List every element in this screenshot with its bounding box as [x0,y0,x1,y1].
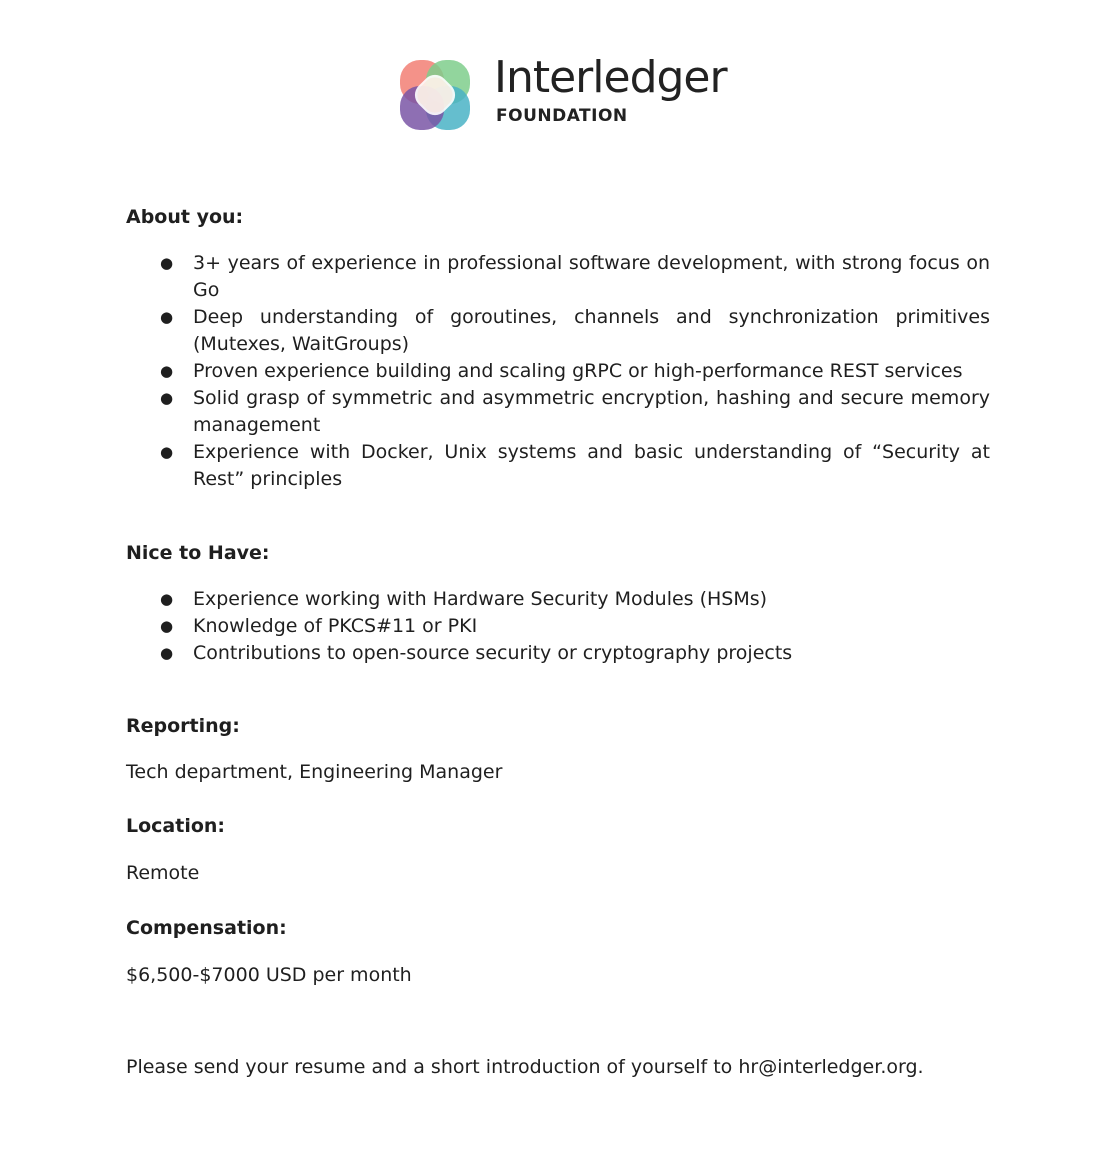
list-item-text: Contributions to open-source security or cryptography projects [193,642,793,664]
compensation-value: $6,500-$7000 USD per month [126,964,412,986]
list-item-text: Experience with Docker, Unix systems and basic understanding of “Security at Rest” principles [193,441,990,490]
bullet-icon: ● [160,443,174,461]
compensation-heading: Compensation: [126,917,287,939]
nice-to-have-heading: Nice to Have: [126,542,270,564]
list-item-text: Experience working with Hardware Security Modules (HSMs) [193,588,768,610]
bullet-icon: ● [160,644,174,662]
reporting-value: Tech department, Engineering Manager [126,761,503,783]
list-item [126,586,990,613]
logo-name: Interledger [494,52,727,103]
list-item-text: Knowledge of PKCS#11 or PKI [193,615,478,637]
location-value: Remote [126,862,200,884]
list-item-text: Proven experience building and scaling gRPC or high-performance REST services [193,360,963,382]
list-item [126,640,990,667]
bullet-icon: ● [160,590,174,608]
bullet-icon: ● [160,362,174,380]
closing-text: Please send your resume and a short introduction of yourself to hr@interledger.org. [126,1056,924,1078]
location-heading: Location: [126,815,226,837]
list-item-text: Deep understanding of goroutines, channels and synchronization primitives (Mutexes, WaitGroups) [193,306,990,355]
list-item [126,304,990,358]
list-item [126,358,990,385]
list-item [126,439,990,493]
list-item-text: 3+ years of experience in professional software development, with strong focus on Go [193,252,990,301]
about-list [126,250,990,493]
list-item [126,250,990,304]
logo-subtitle: FOUNDATION [496,106,628,126]
list-item [126,385,990,439]
bullet-icon: ● [160,389,174,407]
bullet-icon: ● [160,308,174,326]
list-item-text: Solid grasp of symmetric and asymmetric encryption, hashing and secure memory management [193,387,990,436]
logo-mark-icon [398,58,472,132]
nice-to-have-list [126,586,990,667]
bullet-icon: ● [160,254,174,272]
about-heading: About you: [126,206,244,228]
reporting-heading: Reporting: [126,715,240,737]
interledger-foundation-logo [398,52,728,132]
bullet-icon: ● [160,617,174,635]
list-item [126,613,990,640]
